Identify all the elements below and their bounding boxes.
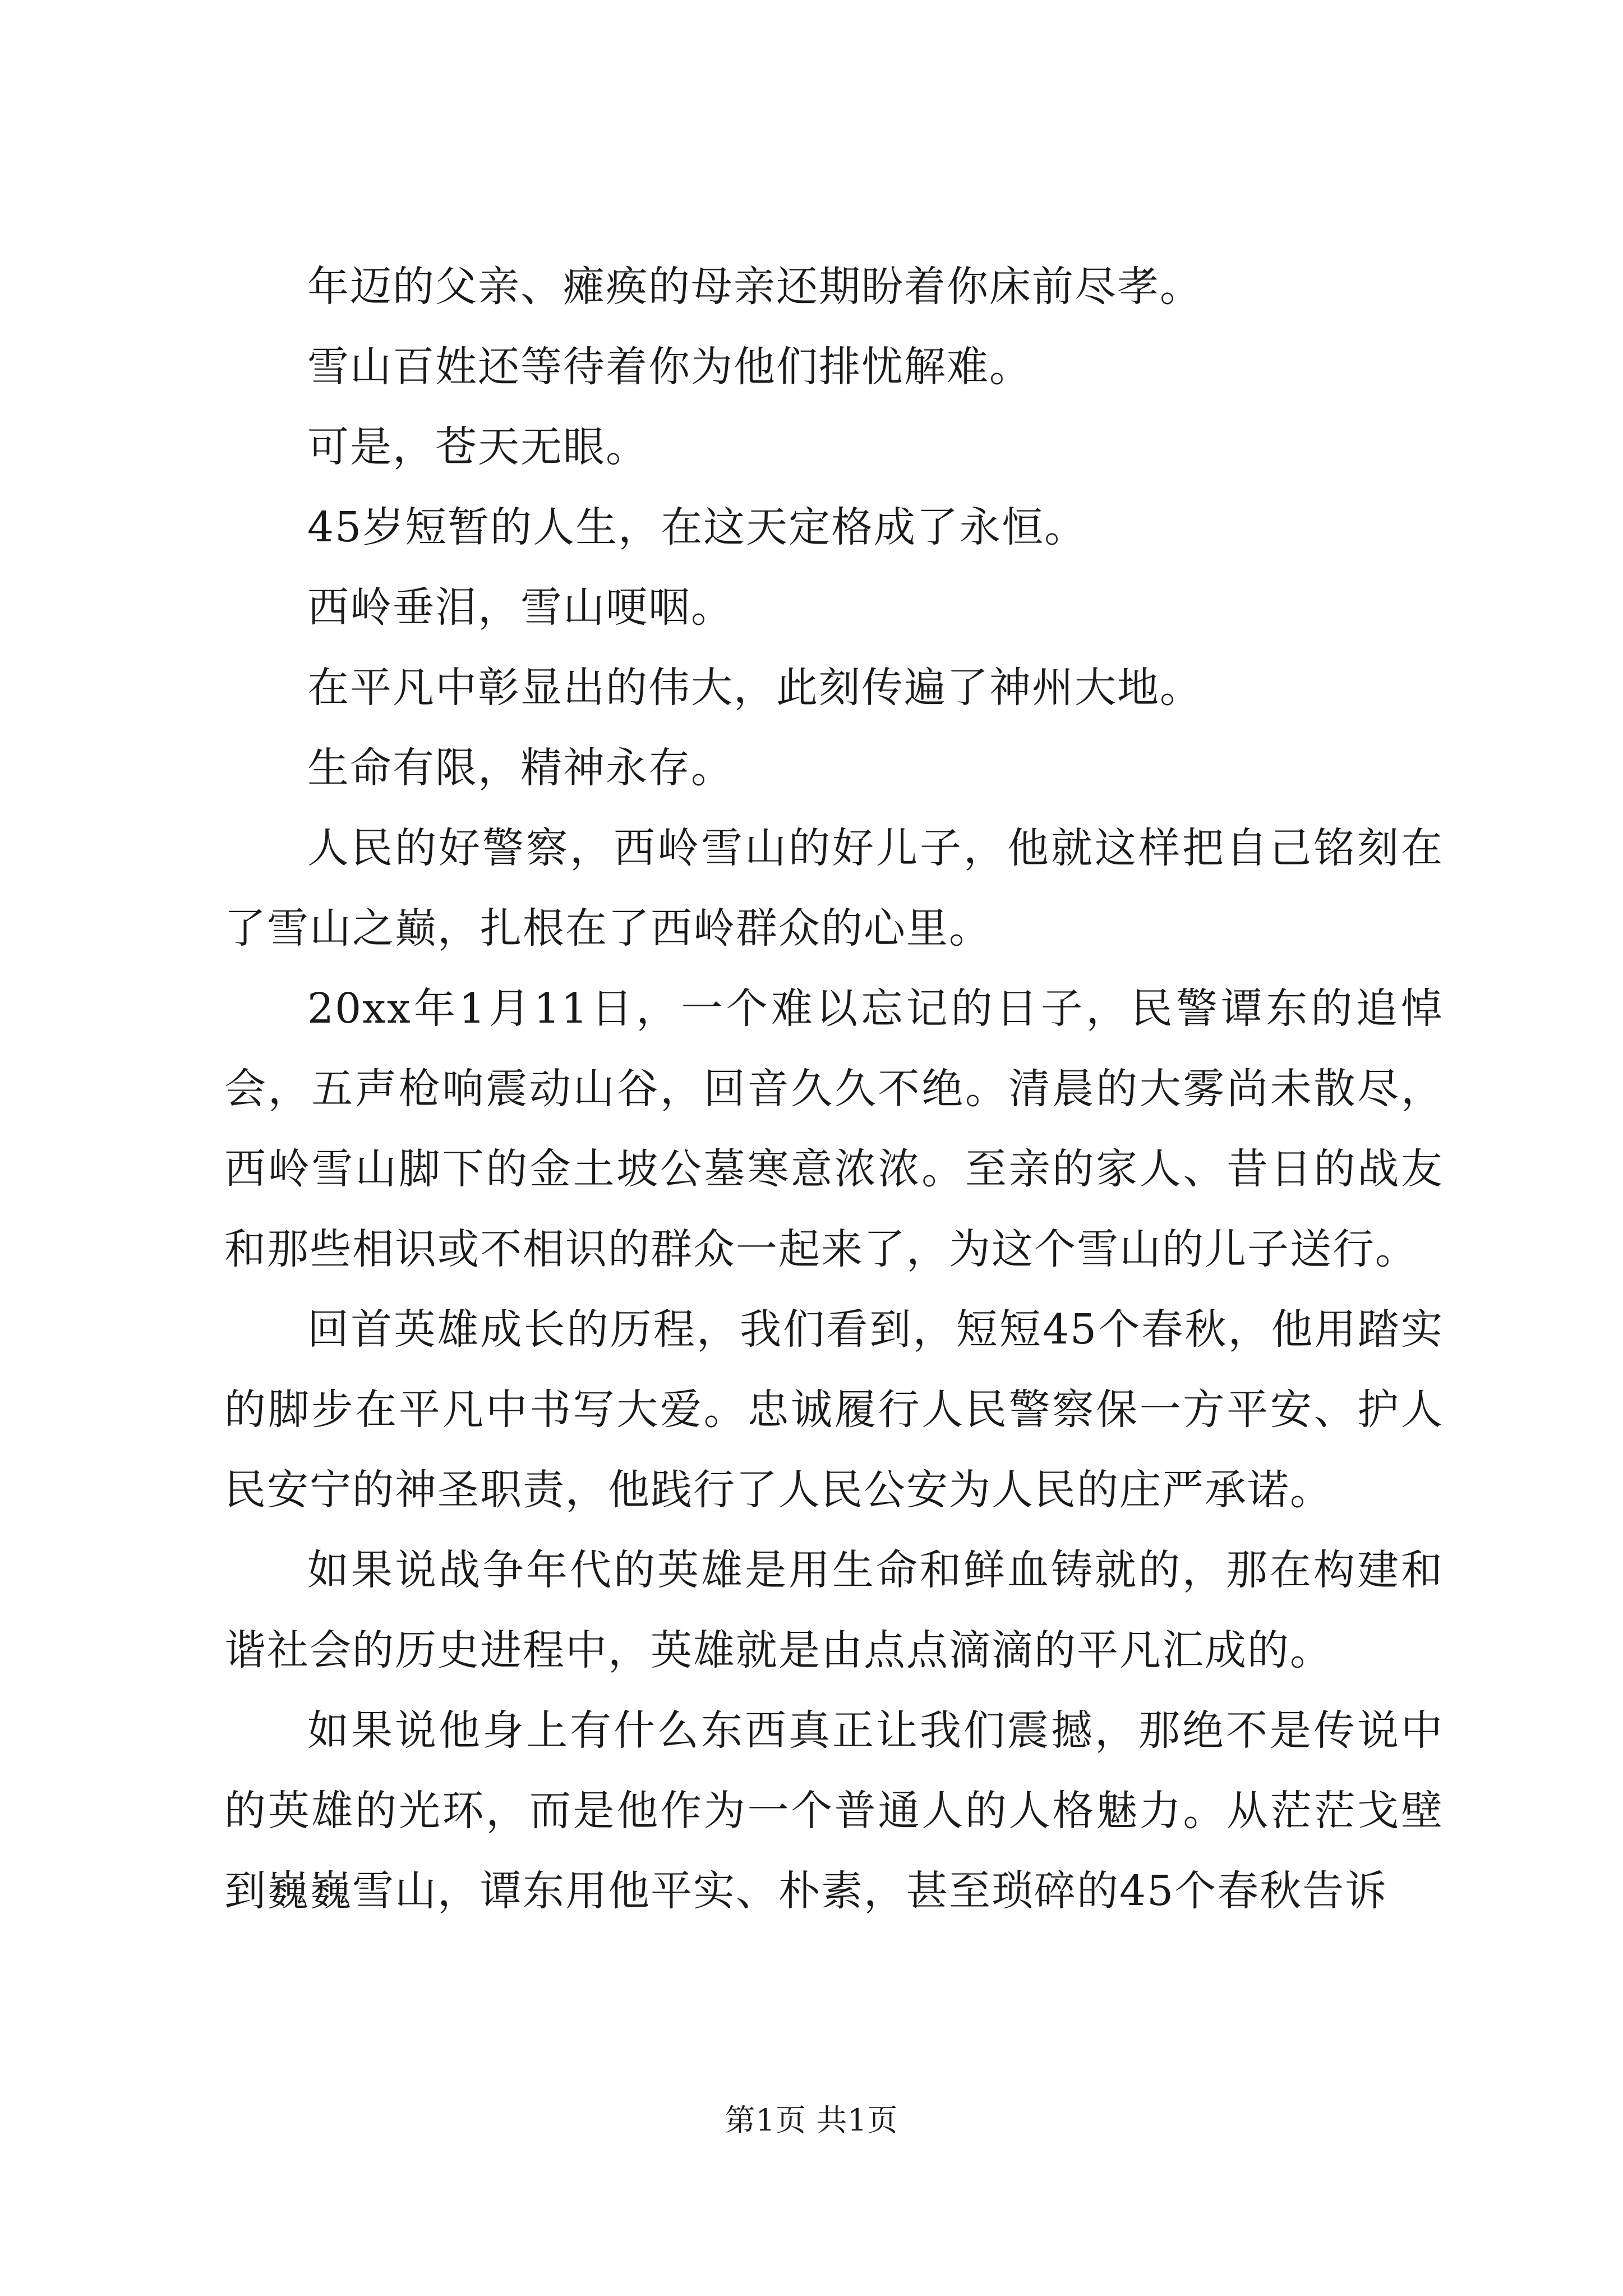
paragraph: 在平凡中彰显出的伟大，此刻传遍了神州大地。 xyxy=(307,664,1202,712)
paragraph: 生命有限，精神永存。 xyxy=(307,744,734,792)
paragraph: 可是，苍天无眼。 xyxy=(307,423,648,471)
paragraph: 回首英雄成长的历程，我们看到，短短45个春秋，他用踏实的脚步在平凡中书写大爱。忠诚履行人民警察保一方平安、护人民安宁的神圣职责，他践行了人民公安为人民的庄严承诺。 xyxy=(224,1305,1444,1514)
paragraph: 如果说他身上有什么东西真正让我们震撼，那绝不是传说中的英雄的光环，而是他作为一个普通人的人格魅力。从茫茫戈壁到巍巍雪山，谭东用他平实、朴素，甚至琐碎的45个春秋告诉 xyxy=(224,1706,1444,1915)
page-footer: 第1页 共1页 xyxy=(725,2102,898,2138)
paragraph: 人民的好警察，西岭雪山的好儿子，他就这样把自己铭刻在了雪山之巅，扎根在了西岭群众的心里。 xyxy=(224,824,1444,953)
paragraph: 45岁短暂的人生，在这天定格成了永恒。 xyxy=(307,503,1087,551)
document-body xyxy=(224,247,1444,1931)
paragraph: 如果说战争年代的英雄是用生命和鲜血铸就的，那在构建和谐社会的历史进程中，英雄就是由点点滴滴的平凡汇成的。 xyxy=(224,1546,1444,1674)
paragraph: 雪山百姓还等待着你为他们排忧解难。 xyxy=(307,343,1032,391)
paragraph: 年迈的父亲、瘫痪的母亲还期盼着你床前尽孝。 xyxy=(307,263,1202,311)
paragraph: 西岭垂泪，雪山哽咽。 xyxy=(307,583,734,632)
paragraph: 20xx年1月11日，一个难以忘记的日子，民警谭东的追悼会，五声枪响震动山谷，回音久久不绝。清晨的大雾尚未散尽，西岭雪山脚下的金土坡公墓寒意浓浓。至亲的家人、昔日的战友和那些相识或不相识的群众一起来了，为这个雪山的儿子送行。 xyxy=(224,984,1444,1273)
